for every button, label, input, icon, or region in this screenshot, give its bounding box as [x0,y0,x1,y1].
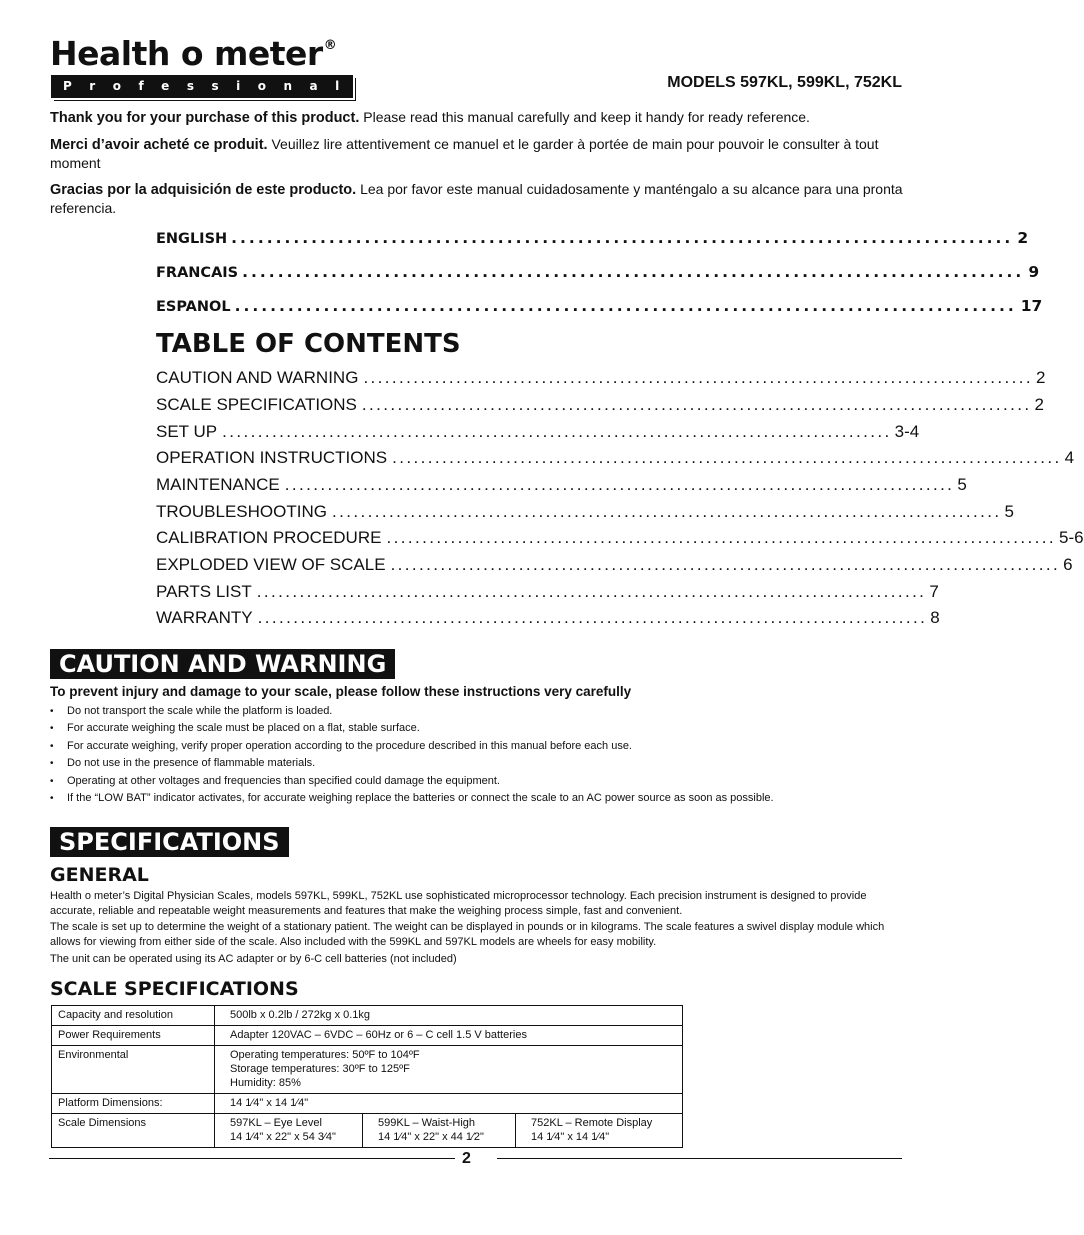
list-item: • Do not transport the scale while the platform is loaded. [50,703,910,720]
general-paragraph: The unit can be operated using its AC adapter or by 6-C cell batteries (not included) [50,953,457,965]
toc-item[interactable] [156,367,1046,389]
list-item: • Do not use in the presence of flammable materials. [50,755,910,772]
leader-dots: .............................................................................................. [392,448,1062,467]
toc-item-page: 2 [1036,368,1046,387]
leader-dots: .............................................................................................. [390,555,1061,574]
toc-item[interactable] [156,501,1015,523]
toc-item[interactable] [156,447,1075,469]
brand-logo [50,30,336,74]
scale-dim-model: 752KL – Remote Display [531,1117,653,1129]
toc-item[interactable] [156,607,940,629]
language-label: ESPANOL [156,299,231,315]
leader-dots: .............................................................................................. [256,582,927,601]
intro-french-text: Veuillez lire attentivement ce manuel et le garder à portée de main pour pouvoir le consulter à tout moment [50,136,879,171]
language-link-french[interactable] [156,262,1040,282]
list-item: • If the “LOW BAT” indicator activates, for accurate weighing replace the batteries or connect the scale to an AC power source as soon as possible. [50,790,910,807]
language-page: 2 [1017,229,1029,247]
leader-dots: .............................................................................................. [284,475,955,494]
spec-value: 14 1⁄4" x 14 1⁄4" [215,1094,683,1114]
toc-item-label: TROUBLESHOOTING [156,502,327,521]
leader-dots: .............................................................................................. [331,502,1002,521]
list-item: • For accurate weighing the scale must be placed on a flat, stable surface. [50,720,910,737]
toc-item-label: SCALE SPECIFICATIONS [156,395,357,414]
intro-spanish-text: Lea por favor este manual cuidadosamente y manténgalo a su alcance para una pronta referencia. [50,181,903,216]
intro-spanish [50,180,910,217]
scale-dim-size: 14 1⁄4" x 14 1⁄4" [531,1131,610,1143]
language-label: ENGLISH [156,231,228,247]
specifications-heading: SPECIFICATIONS [50,827,289,857]
caution-lead: To prevent injury and damage to your scale, please follow these instructions very carefully [50,684,632,699]
toc-item[interactable] [156,421,920,443]
toc-item[interactable] [156,527,1084,549]
toc-item-page: 6 [1063,555,1073,574]
env-line: Storage temperatures: 30ºF to 125ºF [230,1063,410,1075]
env-line: Operating temperatures: 50ºF to 104ºF [230,1049,420,1061]
general-paragraph: Health o meter’s Digital Physician Scales, models 597KL, 599KL, 752KL use sophisticated microprocessor technology. Each precision instrument is designed to provide accurate, reliable and repeatable weight measurements and features that make the weighing process simple, fast and convenient. [50,890,867,917]
scale-specifications-heading: SCALE SPECIFICATIONS [50,978,299,1000]
toc-item-label: CALIBRATION PROCEDURE [156,528,382,547]
registered-mark: ® [323,38,337,53]
toc-item-page: 8 [930,608,940,627]
intro-english-bold: Thank you for your purchase of this product. [50,110,360,126]
scale-dim-cell [516,1114,676,1147]
page-number: 2 [462,1150,471,1167]
scale-dim-size: 14 1⁄4" x 22" x 54 3⁄4" [230,1131,336,1143]
leader-dots: ........................................................................................ [242,263,1025,281]
toc-item[interactable] [156,554,1073,576]
caution-list [50,703,910,807]
language-page: 17 [1020,297,1043,315]
scale-dim-cell [363,1114,516,1147]
leader-dots: .............................................................................................. [257,608,928,627]
intro-english-text: Please read this manual carefully and keep it handy for ready reference. [359,109,810,125]
toc-item-label: SET UP [156,422,218,441]
toc-item-page: 5 [957,475,967,494]
env-line: Humidity: 85% [230,1077,301,1089]
toc-item[interactable] [156,474,967,496]
toc-item-page: 7 [929,582,939,601]
general-paragraph: The scale is set up to determine the weight of a stationary patient. The weight can be displayed in pounds or in kilograms. The scale features a swivel display module which allows for viewing from either side of the scale. Also included with the 599KL and 597KL models are wheels for easy mobility. [50,921,885,948]
spec-value: 500lb x 0.2lb / 272kg x 0.1kg [215,1006,683,1026]
toc-item-label: EXPLODED VIEW OF SCALE [156,555,386,574]
toc-item[interactable] [156,394,1044,416]
toc-item-page: 4 [1064,448,1075,467]
toc-item-label: OPERATION INSTRUCTIONS [156,448,388,467]
brand-tagline: Professional [63,79,357,93]
language-page: 9 [1028,263,1040,281]
spec-value: Adapter 120VAC – 6VDC – 60Hz or 6 – C cell 1.5 V batteries [215,1026,683,1046]
toc-item-page: 5 [1004,502,1015,521]
brand-name: Health o meter [50,34,323,73]
toc-item[interactable] [156,581,939,603]
footer-rule-left [49,1158,455,1159]
leader-dots: .............................................................................................. [222,422,892,441]
toc-item-label: CAUTION AND WARNING [156,368,359,387]
spec-value [215,1046,683,1094]
table-row [52,1114,683,1148]
intro-spanish-bold: Gracias por la adquisición de este producto. [50,182,357,198]
spec-label: Capacity and resolution [52,1006,215,1026]
toc-item-label: PARTS LIST [156,582,252,601]
table-row [52,1006,683,1026]
leader-dots: ........................................................................................ [234,297,1017,315]
scale-dim-cell [215,1114,363,1147]
leader-dots: ........................................................................................ [231,229,1014,247]
scale-dim-size: 14 1⁄4" x 22" x 44 1⁄2" [378,1131,484,1143]
models-heading: MODELS 597KL, 599KL, 752KL [667,74,902,91]
scale-spec-table [51,1005,683,1148]
toc-title: TABLE OF CONTENTS [156,329,461,359]
leader-dots: .............................................................................................. [363,368,1034,387]
leader-dots: .............................................................................................. [361,395,1032,414]
language-link-spanish[interactable] [156,296,1043,316]
toc-item-page: 2 [1034,395,1044,414]
spec-value [215,1114,683,1148]
table-row [52,1046,683,1094]
language-label: FRANCAIS [156,265,239,281]
general-heading: GENERAL [50,864,149,886]
spec-label: Platform Dimensions: [52,1094,215,1114]
table-row [52,1026,683,1046]
spec-label: Environmental [52,1046,215,1094]
footer-rule-right [497,1158,902,1159]
list-item: • Operating at other voltages and frequencies than specified could damage the equipment. [50,773,910,790]
toc-item-page: 5-6 [1059,528,1084,547]
intro-french [50,135,910,172]
brand-tagline-bar [51,75,357,98]
table-row [52,1094,683,1114]
spec-label: Power Requirements [52,1026,215,1046]
leader-dots: .............................................................................................. [386,528,1057,547]
language-link-english[interactable] [156,228,1029,248]
intro-english [50,108,910,127]
spec-label: Scale Dimensions [52,1114,215,1148]
caution-heading: CAUTION AND WARNING [50,649,395,679]
scale-dim-model: 599KL – Waist-High [378,1117,476,1129]
toc-item-label: WARRANTY [156,608,253,627]
intro-french-bold: Merci d’avoir acheté ce produit. [50,137,268,153]
toc-item-page: 3-4 [894,422,920,441]
list-item: • For accurate weighing, verify proper operation according to the procedure described in this manual before each use. [50,738,910,755]
toc-item-label: MAINTENANCE [156,475,280,494]
scale-dim-model: 597KL – Eye Level [230,1117,322,1129]
